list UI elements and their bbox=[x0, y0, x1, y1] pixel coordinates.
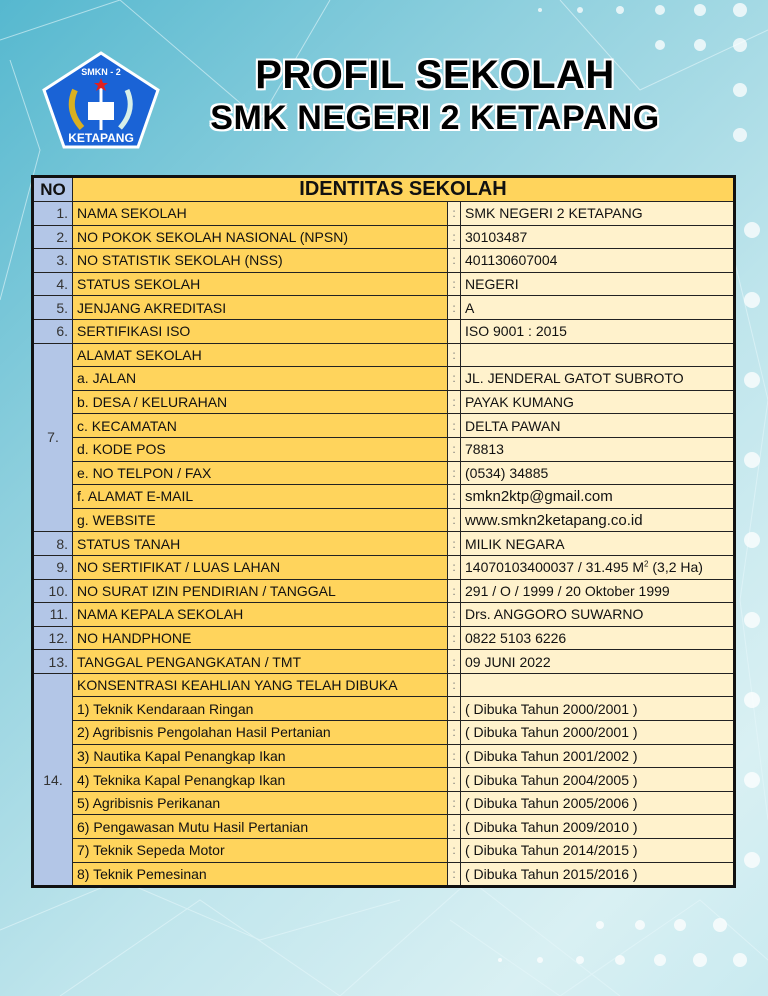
row-value bbox=[461, 555, 735, 579]
row-value: 78813 bbox=[461, 437, 735, 461]
program-row bbox=[33, 839, 735, 863]
program-label: 4) Teknika Kapal Penangkap Ikan bbox=[73, 768, 448, 792]
table-row bbox=[33, 603, 735, 627]
row-label: STATUS SEKOLAH bbox=[73, 272, 448, 296]
row-number: 6. bbox=[33, 319, 73, 343]
row-label: NO STATISTIK SEKOLAH (NSS) bbox=[73, 249, 448, 273]
row-value: MILIK NEGARA bbox=[461, 532, 735, 556]
address-row bbox=[33, 437, 735, 461]
address-row bbox=[33, 485, 735, 509]
row-label: NO POKOK SEKOLAH NASIONAL (NPSN) bbox=[73, 225, 448, 249]
program-row bbox=[33, 721, 735, 745]
row-value: SMK NEGERI 2 KETAPANG bbox=[461, 202, 735, 226]
program-label: 7) Teknik Sepeda Motor bbox=[73, 839, 448, 863]
page-title bbox=[165, 50, 705, 135]
program-row bbox=[33, 862, 735, 887]
program-year: ( Dibuka Tahun 2005/2006 ) bbox=[461, 791, 735, 815]
programs-header-row bbox=[33, 673, 735, 697]
row-label: STATUS TANAH bbox=[73, 532, 448, 556]
colon: : bbox=[448, 414, 461, 438]
colon: : bbox=[448, 579, 461, 603]
address-row bbox=[33, 508, 735, 532]
superscript: 2 bbox=[644, 559, 649, 569]
program-label: 5) Agribisnis Perikanan bbox=[73, 791, 448, 815]
row-label: a. JALAN bbox=[73, 367, 448, 391]
row-number: 8. bbox=[33, 532, 73, 556]
program-row bbox=[33, 791, 735, 815]
colon: : bbox=[448, 461, 461, 485]
row-number: 9. bbox=[33, 555, 73, 579]
program-year: ( Dibuka Tahun 2004/2005 ) bbox=[461, 768, 735, 792]
colon: : bbox=[448, 673, 461, 697]
program-row bbox=[33, 697, 735, 721]
colon: : bbox=[448, 390, 461, 414]
address-row bbox=[33, 461, 735, 485]
table-row bbox=[33, 319, 735, 343]
colon: : bbox=[448, 650, 461, 674]
row-label: TANGGAL PENGANGKATAN / TMT bbox=[73, 650, 448, 674]
colon: : bbox=[448, 839, 461, 863]
row-label: b. DESA / KELURAHAN bbox=[73, 390, 448, 414]
row-label: NAMA SEKOLAH bbox=[73, 202, 448, 226]
colon: : bbox=[448, 768, 461, 792]
row-number: 12. bbox=[33, 626, 73, 650]
address-row bbox=[33, 390, 735, 414]
table-row bbox=[33, 272, 735, 296]
row-value: 09 JUNI 2022 bbox=[461, 650, 735, 674]
row-number: 13. bbox=[33, 650, 73, 674]
row-number: 5. bbox=[33, 296, 73, 320]
address-row bbox=[33, 367, 735, 391]
row-label: NO SURAT IZIN PENDIRIAN / TANGGAL bbox=[73, 579, 448, 603]
row-label: NO SERTIFIKAT / LUAS LAHAN bbox=[73, 555, 448, 579]
table-row bbox=[33, 650, 735, 674]
row-label: c. KECAMATAN bbox=[73, 414, 448, 438]
school-logo bbox=[40, 50, 162, 150]
row-value: NEGERI bbox=[461, 272, 735, 296]
program-label: 8) Teknik Pemesinan bbox=[73, 862, 448, 887]
title-line-2: SMK NEGERI 2 KETAPANG bbox=[210, 99, 660, 137]
table-row bbox=[33, 249, 735, 273]
no-column-header: NO bbox=[33, 177, 73, 202]
table-row bbox=[33, 296, 735, 320]
colon: : bbox=[448, 249, 461, 273]
program-row bbox=[33, 768, 735, 792]
website-value: www.smkn2ketapang.co.id bbox=[461, 508, 735, 532]
row-label: f. ALAMAT E-MAIL bbox=[73, 485, 448, 509]
row-number: 14. bbox=[33, 673, 73, 886]
colon: : bbox=[448, 626, 461, 650]
table-row bbox=[33, 579, 735, 603]
colon: : bbox=[448, 202, 461, 226]
colon-empty bbox=[448, 319, 461, 343]
row-label: g. WEBSITE bbox=[73, 508, 448, 532]
title-line-1: PROFIL SEKOLAH bbox=[255, 53, 615, 97]
row-value: DELTA PAWAN bbox=[461, 414, 735, 438]
colon: : bbox=[448, 555, 461, 579]
row-label: NO HANDPHONE bbox=[73, 626, 448, 650]
row-label: ALAMAT SEKOLAH bbox=[73, 343, 448, 367]
colon: : bbox=[448, 225, 461, 249]
colon: : bbox=[448, 485, 461, 509]
address-header-row bbox=[33, 343, 735, 367]
address-row bbox=[33, 414, 735, 438]
row-value: 0822 5103 6226 bbox=[461, 626, 735, 650]
program-year: ( Dibuka Tahun 2009/2010 ) bbox=[461, 815, 735, 839]
table-row bbox=[33, 225, 735, 249]
colon: : bbox=[448, 791, 461, 815]
program-label: 3) Nautika Kapal Penangkap Ikan bbox=[73, 744, 448, 768]
email-value: smkn2ktp@gmail.com bbox=[461, 485, 735, 509]
program-year: ( Dibuka Tahun 2014/2015 ) bbox=[461, 839, 735, 863]
program-label: 2) Agribisnis Pengolahan Hasil Pertanian bbox=[73, 721, 448, 745]
school-identity-table bbox=[31, 175, 736, 888]
row-number: 10. bbox=[33, 579, 73, 603]
row-number: 7. bbox=[33, 343, 73, 532]
row-value: (0534) 34885 bbox=[461, 461, 735, 485]
colon: : bbox=[448, 697, 461, 721]
row-value: JL. JENDERAL GATOT SUBROTO bbox=[461, 367, 735, 391]
table-header-row bbox=[33, 177, 735, 202]
identity-title-header: IDENTITAS SEKOLAH bbox=[73, 177, 735, 202]
row-number: 4. bbox=[33, 272, 73, 296]
row-value: 30103487 bbox=[461, 225, 735, 249]
row-value-empty bbox=[461, 343, 735, 367]
colon: : bbox=[448, 815, 461, 839]
row-label: SERTIFIKASI ISO bbox=[73, 319, 448, 343]
row-value: 401130607004 bbox=[461, 249, 735, 273]
row-label: d. KODE POS bbox=[73, 437, 448, 461]
row-number: 2. bbox=[33, 225, 73, 249]
table-row bbox=[33, 202, 735, 226]
program-year: ( Dibuka Tahun 2000/2001 ) bbox=[461, 721, 735, 745]
row-value: ISO 9001 : 2015 bbox=[461, 319, 735, 343]
colon: : bbox=[448, 603, 461, 627]
table-row bbox=[33, 555, 735, 579]
program-row bbox=[33, 815, 735, 839]
program-year: ( Dibuka Tahun 2001/2002 ) bbox=[461, 744, 735, 768]
row-value: Drs. ANGGORO SUWARNO bbox=[461, 603, 735, 627]
certificate-area: 14070103400037 / 31.495 M bbox=[465, 559, 645, 576]
program-row bbox=[33, 744, 735, 768]
colon: : bbox=[448, 343, 461, 367]
logo-caption: KETAPANG bbox=[68, 131, 134, 145]
colon: : bbox=[448, 744, 461, 768]
row-value: 291 / O / 1999 / 20 Oktober 1999 bbox=[461, 579, 735, 603]
row-label: KONSENTRASI KEAHLIAN YANG TELAH DIBUKA bbox=[73, 673, 448, 697]
colon: : bbox=[448, 508, 461, 532]
row-label: JENJANG AKREDITASI bbox=[73, 296, 448, 320]
colon: : bbox=[448, 862, 461, 887]
program-year: ( Dibuka Tahun 2000/2001 ) bbox=[461, 697, 735, 721]
row-value: A bbox=[461, 296, 735, 320]
row-label: e. NO TELPON / FAX bbox=[73, 461, 448, 485]
program-year: ( Dibuka Tahun 2015/2016 ) bbox=[461, 862, 735, 887]
table-row bbox=[33, 626, 735, 650]
row-label: NAMA KEPALA SEKOLAH bbox=[73, 603, 448, 627]
row-value: PAYAK KUMANG bbox=[461, 390, 735, 414]
colon: : bbox=[448, 296, 461, 320]
row-value-empty bbox=[461, 673, 735, 697]
colon: : bbox=[448, 367, 461, 391]
program-label: 1) Teknik Kendaraan Ringan bbox=[73, 697, 448, 721]
row-number: 1. bbox=[33, 202, 73, 226]
colon: : bbox=[448, 437, 461, 461]
colon: : bbox=[448, 532, 461, 556]
program-label: 6) Pengawasan Mutu Hasil Pertanian bbox=[73, 815, 448, 839]
row-number: 11. bbox=[33, 603, 73, 627]
colon: : bbox=[448, 721, 461, 745]
hectare-note: (3,2 Ha) bbox=[648, 559, 703, 576]
table-row bbox=[33, 532, 735, 556]
svg-text:SMKN - 2: SMKN - 2 bbox=[81, 67, 121, 77]
row-number: 3. bbox=[33, 249, 73, 273]
colon: : bbox=[448, 272, 461, 296]
